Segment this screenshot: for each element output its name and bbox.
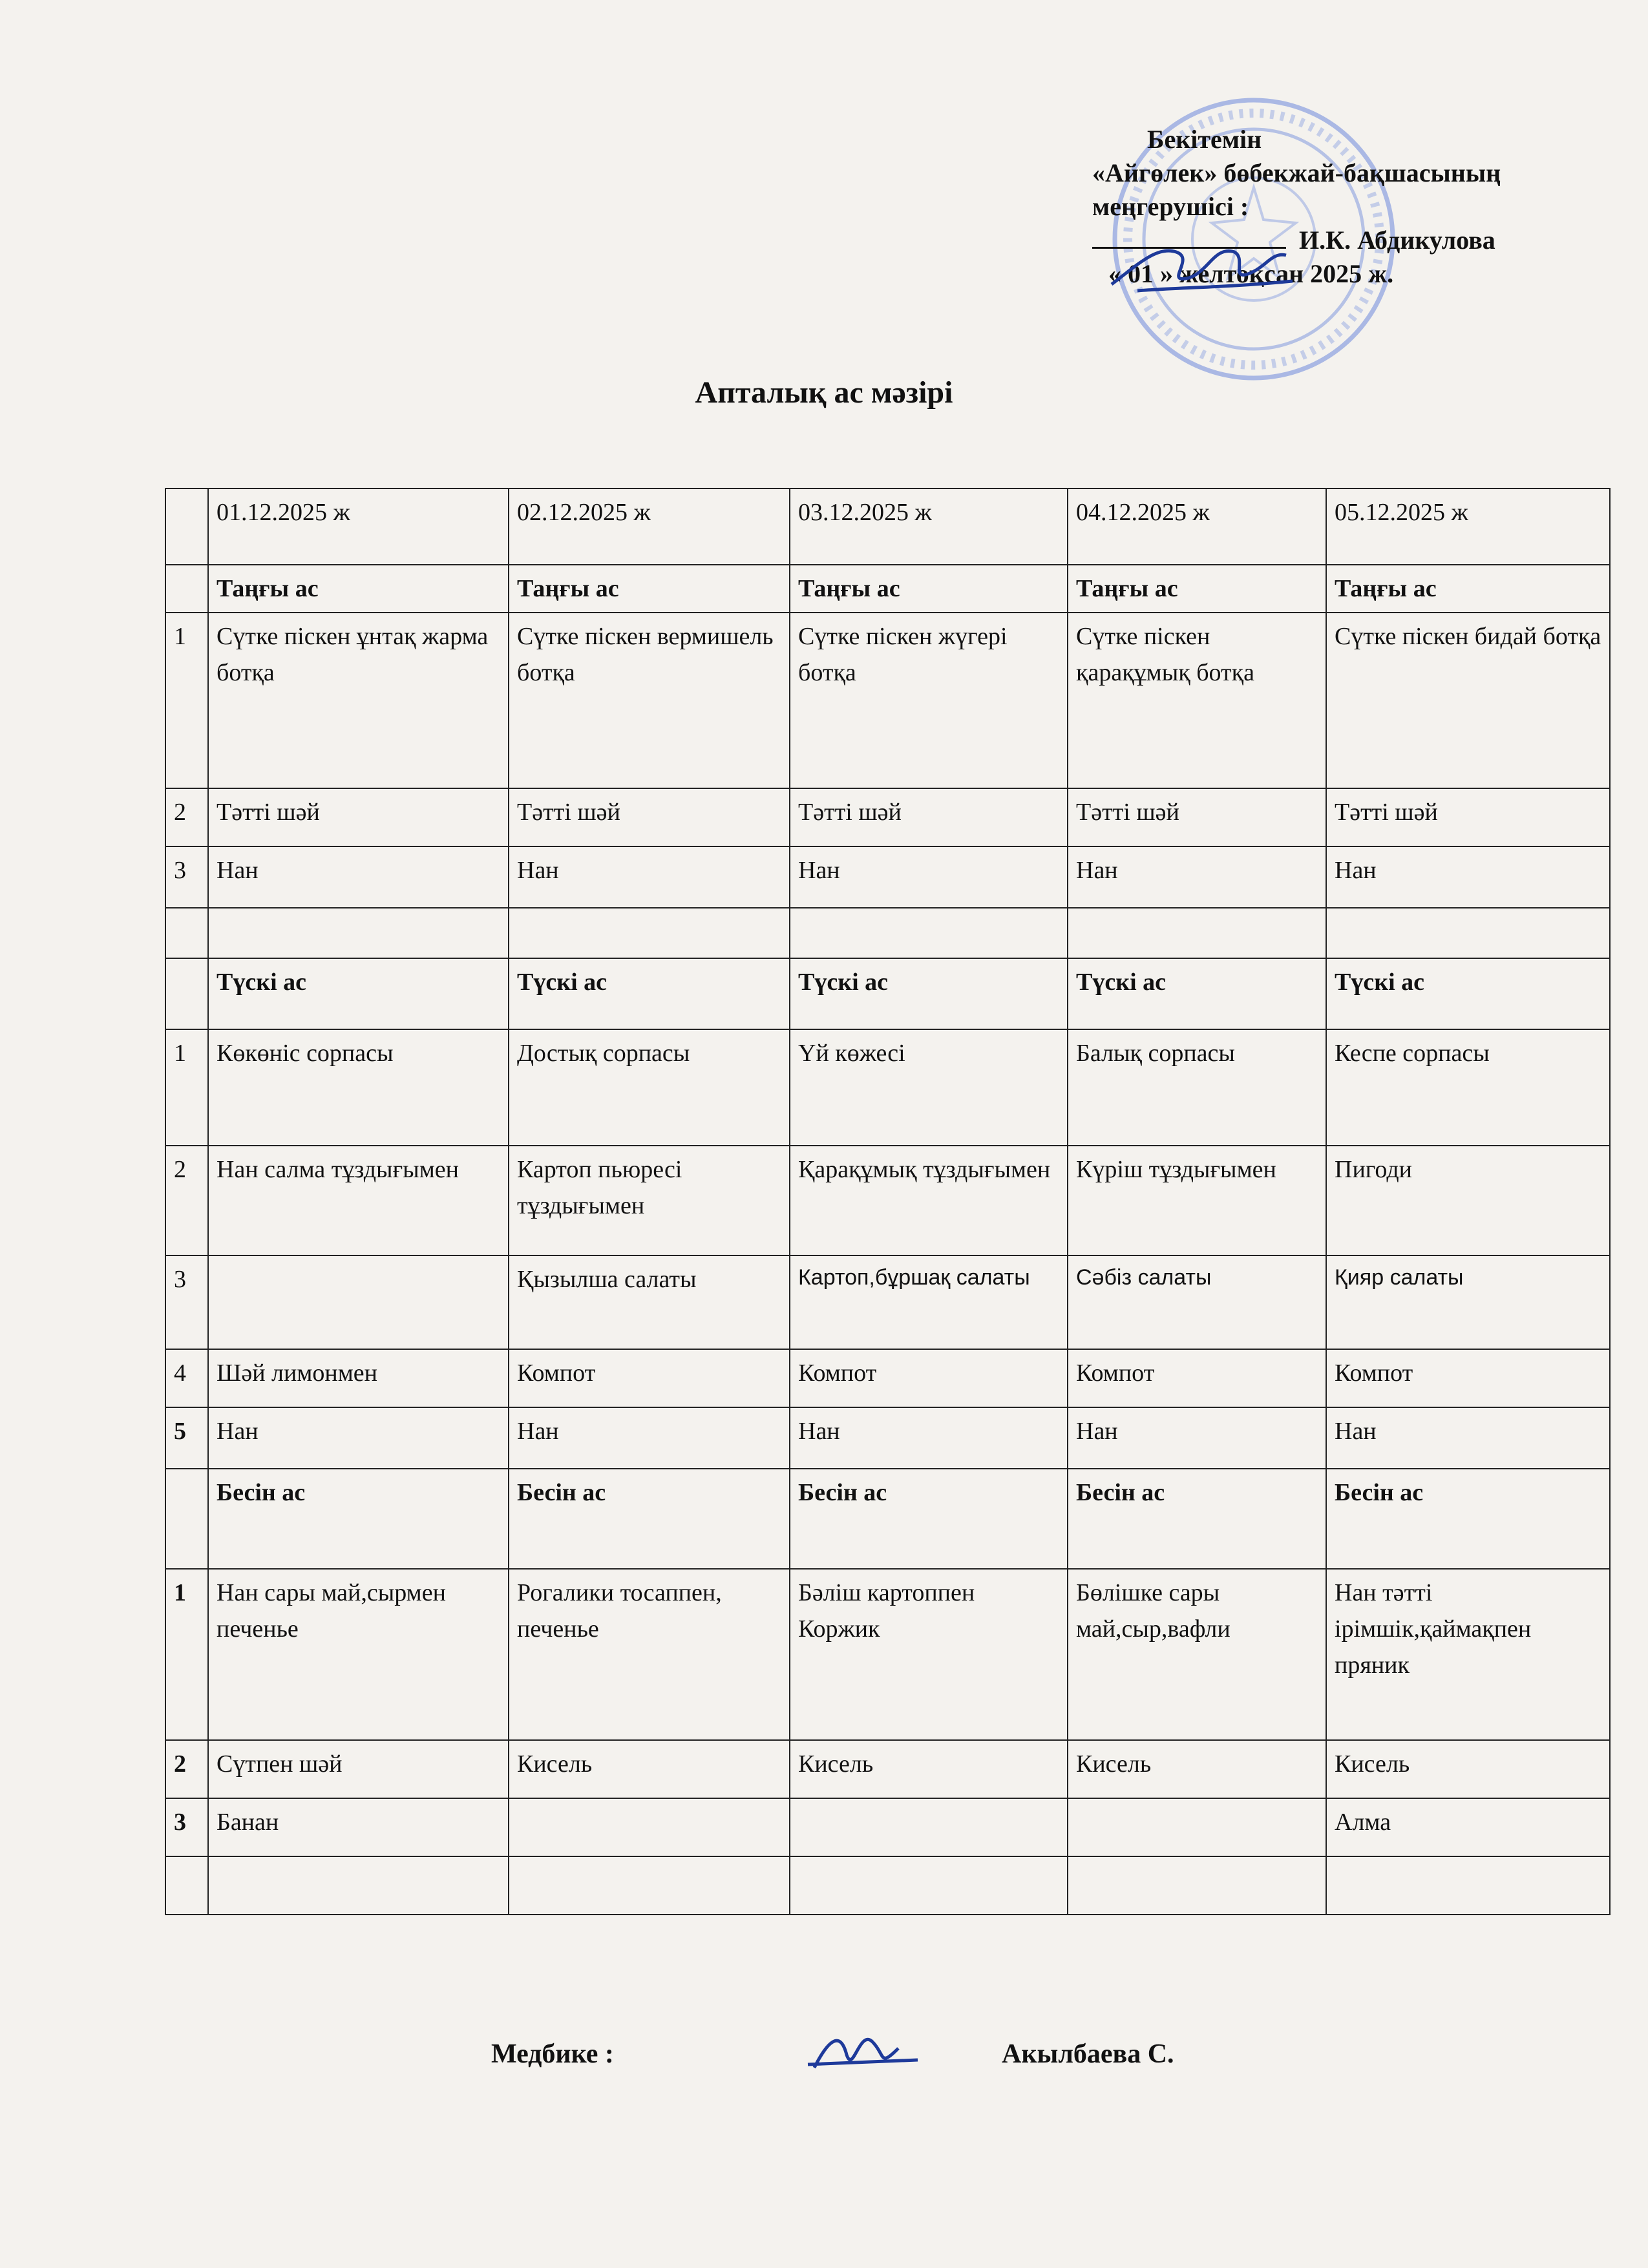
- table-cell: [165, 565, 208, 613]
- table-cell: [1068, 908, 1326, 958]
- table-row: [165, 1569, 1610, 1740]
- menu-item: Картоп пьюресі тұздығымен: [509, 1146, 790, 1255]
- menu-item: Сүтке піскен қарақұмық ботқа: [1068, 613, 1326, 788]
- row-number: 4: [165, 1349, 208, 1407]
- approval-block: [1092, 123, 1622, 291]
- menu-item: Нан: [1068, 1407, 1326, 1469]
- menu-item: Нан: [790, 1407, 1068, 1469]
- table-cell: [509, 1856, 790, 1915]
- menu-item: Тәтті шәй: [208, 788, 509, 846]
- table-cell: [1326, 1856, 1610, 1915]
- menu-item: [208, 1255, 509, 1349]
- menu-item: Пигоди: [1326, 1146, 1610, 1255]
- menu-item: Нан: [509, 1407, 790, 1469]
- menu-item: Балық сорпасы: [1068, 1029, 1326, 1146]
- menu-item: Рогалики тосаппен, печенье: [509, 1569, 790, 1740]
- menu-item: Компот: [509, 1349, 790, 1407]
- head-name: И.К. Абдикулова: [1299, 226, 1495, 255]
- menu-item: Нан: [208, 1407, 509, 1469]
- menu-item: Сүтке піскен жүгері ботқа: [790, 613, 1068, 788]
- row-number: 3: [165, 1255, 208, 1349]
- table-cell: [165, 1469, 208, 1569]
- meal-label: Бесін ас: [790, 1469, 1068, 1569]
- menu-item: Картоп,бұршақ салаты: [790, 1255, 1068, 1349]
- table-cell: [1068, 1856, 1326, 1915]
- table-cell: [790, 908, 1068, 958]
- table-row: [165, 613, 1610, 788]
- table-row: [165, 1798, 1610, 1856]
- table-row: [165, 846, 1610, 908]
- row-number: 2: [165, 788, 208, 846]
- menu-item: Нан: [1326, 1407, 1610, 1469]
- table-row: [165, 1255, 1610, 1349]
- menu-item: Кисель: [790, 1740, 1068, 1798]
- meal-label: Түскі ас: [509, 958, 790, 1029]
- menu-item: Қияр салаты: [1326, 1255, 1610, 1349]
- menu-item: Тәтті шәй: [509, 788, 790, 846]
- meal-label: Бесін ас: [509, 1469, 790, 1569]
- menu-item: Нан: [1068, 846, 1326, 908]
- menu-item: [1068, 1798, 1326, 1856]
- table-row: [165, 1407, 1610, 1469]
- menu-item: Достық сорпасы: [509, 1029, 790, 1146]
- table-row: [165, 1349, 1610, 1407]
- footer-role: Медбике :: [491, 2039, 614, 2069]
- menu-item: Нан салма тұздығымен: [208, 1146, 509, 1255]
- date-cell: 02.12.2025 ж: [509, 488, 790, 565]
- menu-item: Нан: [790, 846, 1068, 908]
- menu-item: Нан сары май,сырмен печенье: [208, 1569, 509, 1740]
- approval-position: меңгерушісі :: [1092, 192, 1249, 221]
- footer-name: Акылбаева С.: [1002, 2039, 1174, 2069]
- menu-item: Тәтті шәй: [790, 788, 1068, 846]
- table-cell: [790, 1856, 1068, 1915]
- signature-underline: [1092, 247, 1286, 249]
- menu-item: Сәбіз салаты: [1068, 1255, 1326, 1349]
- row-number: 2: [165, 1740, 208, 1798]
- menu-item: [790, 1798, 1068, 1856]
- menu-item: Кисель: [509, 1740, 790, 1798]
- menu-item: Сүтке піскен вермишель ботқа: [509, 613, 790, 788]
- menu-item: Компот: [1068, 1349, 1326, 1407]
- menu-item: Тәтті шәй: [1068, 788, 1326, 846]
- meal-label: Таңғы ас: [1068, 565, 1326, 613]
- table-cell: [165, 488, 208, 565]
- row-number: 3: [165, 846, 208, 908]
- menu-item: Қызылша салаты: [509, 1255, 790, 1349]
- meal-label: Бесін ас: [1326, 1469, 1610, 1569]
- menu-item: Банан: [208, 1798, 509, 1856]
- row-number: 1: [165, 1569, 208, 1740]
- table-cell: [165, 1856, 208, 1915]
- weekly-menu-table: [165, 488, 1611, 1915]
- menu-item: Тәтті шәй: [1326, 788, 1610, 846]
- page-title: Апталық ас мәзірі: [695, 375, 953, 410]
- date-cell: 04.12.2025 ж: [1068, 488, 1326, 565]
- meal-label: Бесін ас: [1068, 1469, 1326, 1569]
- meal-label: Таңғы ас: [1326, 565, 1610, 613]
- meal-label: Түскі ас: [1068, 958, 1326, 1029]
- meal-label: Түскі ас: [1326, 958, 1610, 1029]
- date-cell: 01.12.2025 ж: [208, 488, 509, 565]
- menu-item: Қарақұмық тұздығымен: [790, 1146, 1068, 1255]
- row-number: 1: [165, 1029, 208, 1146]
- meal-label: Таңғы ас: [208, 565, 509, 613]
- table-cell: [509, 908, 790, 958]
- table-row: [165, 1029, 1610, 1146]
- spacer-row: [165, 1856, 1610, 1915]
- row-number: 5: [165, 1407, 208, 1469]
- nurse-signature-icon: [795, 2003, 924, 2087]
- meal-label: Түскі ас: [790, 958, 1068, 1029]
- snack-header-row: [165, 1469, 1610, 1569]
- table-row: [165, 1740, 1610, 1798]
- approval-signature-line: [1092, 224, 1622, 257]
- menu-item: Нан: [1326, 846, 1610, 908]
- approval-date: « 01 » желтоқсан 2025 ж.: [1108, 259, 1394, 288]
- meal-label: Таңғы ас: [509, 565, 790, 613]
- breakfast-header-row: [165, 565, 1610, 613]
- menu-item: Бөлішке сары май,сыр,вафли: [1068, 1569, 1326, 1740]
- menu-item: [509, 1798, 790, 1856]
- table-cell: [208, 908, 509, 958]
- meal-label: Түскі ас: [208, 958, 509, 1029]
- menu-item: Алма: [1326, 1798, 1610, 1856]
- table-row: [165, 1146, 1610, 1255]
- table-cell: [165, 958, 208, 1029]
- menu-item: Нан тәтті ірімшік,қаймақпен пряник: [1326, 1569, 1610, 1740]
- meal-label: Бесін ас: [208, 1469, 509, 1569]
- menu-item: Шәй лимонмен: [208, 1349, 509, 1407]
- menu-item: Компот: [790, 1349, 1068, 1407]
- table-row: [165, 788, 1610, 846]
- menu-item: Нан: [208, 846, 509, 908]
- row-number: 3: [165, 1798, 208, 1856]
- date-cell: 03.12.2025 ж: [790, 488, 1068, 565]
- menu-item: Күріш тұздығымен: [1068, 1146, 1326, 1255]
- lunch-header-row: [165, 958, 1610, 1029]
- approval-title: Бекітемін: [1147, 125, 1262, 154]
- menu-item: Сүтпен шәй: [208, 1740, 509, 1798]
- menu-item: Компот: [1326, 1349, 1610, 1407]
- meal-label: Таңғы ас: [790, 565, 1068, 613]
- approval-org: «Айгөлек» бөбекжай-бақшасының: [1092, 158, 1501, 187]
- table-cell: [208, 1856, 509, 1915]
- menu-item: Үй көжесі: [790, 1029, 1068, 1146]
- menu-item: Кисель: [1068, 1740, 1326, 1798]
- menu-item: Сүтке піскен бидай ботқа: [1326, 613, 1610, 788]
- table-cell: [165, 908, 208, 958]
- row-number: 2: [165, 1146, 208, 1255]
- menu-item: Кеспе сорпасы: [1326, 1029, 1610, 1146]
- menu-item: Сүтке піскен ұнтақ жарма ботқа: [208, 613, 509, 788]
- spacer-row: [165, 908, 1610, 958]
- table-cell: [1326, 908, 1610, 958]
- menu-item: Бәліш картоппен Коржик: [790, 1569, 1068, 1740]
- menu-item: Көкөніс сорпасы: [208, 1029, 509, 1146]
- date-cell: 05.12.2025 ж: [1326, 488, 1610, 565]
- row-number: 1: [165, 613, 208, 788]
- menu-item: Нан: [509, 846, 790, 908]
- dates-row: [165, 488, 1610, 565]
- menu-item: Кисель: [1326, 1740, 1610, 1798]
